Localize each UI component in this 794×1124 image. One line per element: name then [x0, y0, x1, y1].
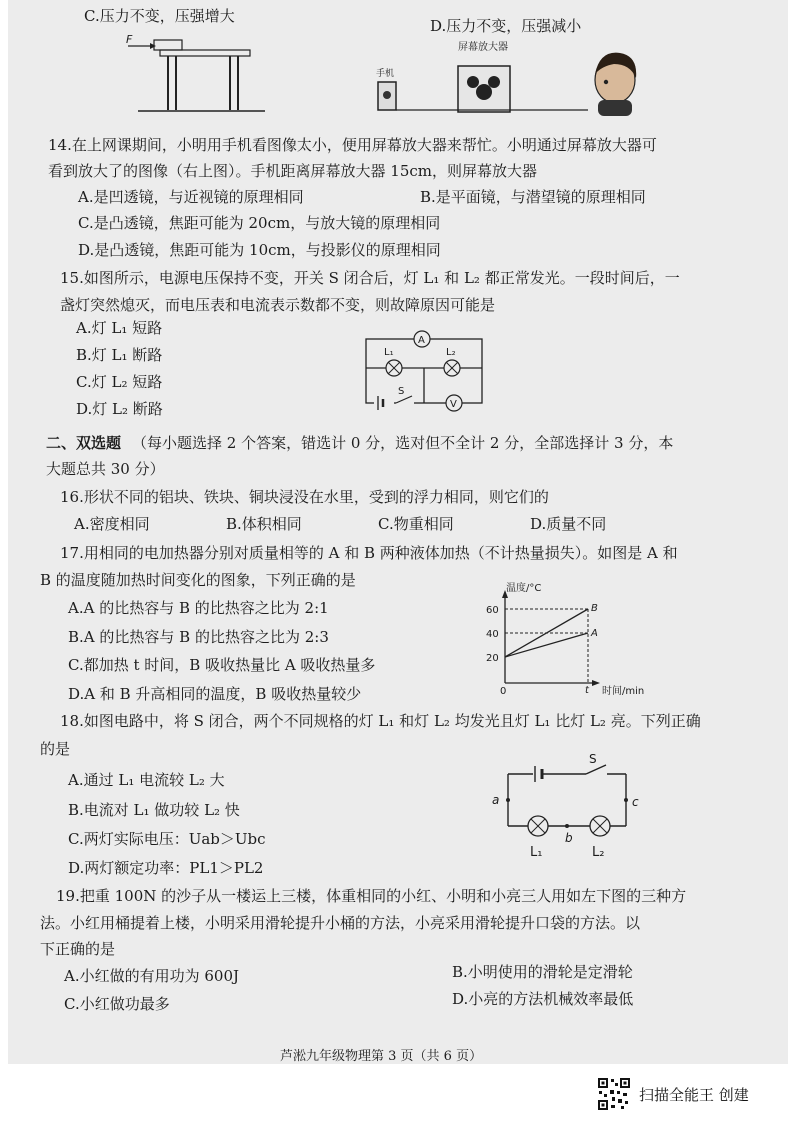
q17-option-b: B.A 的比热容与 B 的比热容之比为 2:3: [68, 628, 329, 646]
q14-option-a: A.是凹透镜，与近视镜的原理相同: [78, 188, 304, 206]
section2-desc-line1: （每小题选择 2 个答案，错选计 0 分，选对但不全计 2 分，全部选择计 3 分，本: [132, 434, 674, 452]
section2-desc-line2: 大题总共 30 分）: [46, 460, 165, 478]
q19-option-c: C.小红做功最多: [64, 995, 170, 1013]
q18-option-a: A.通过 L₁ 电流较 L₂ 大: [68, 771, 225, 789]
q14-option-b: B.是平面镜，与潜望镜的原理相同: [420, 188, 646, 206]
magnifier-figure: [368, 38, 653, 118]
lamp-l1-label: L₁: [384, 347, 394, 358]
q19-stem-line3: 下正确的是: [40, 940, 116, 958]
node-b-label: b: [565, 831, 573, 845]
circuit-diagram-q18: [488, 752, 643, 862]
ammeter-label: A: [418, 335, 425, 346]
q16-option-c: C.物重相同: [378, 515, 454, 533]
q18-option-c: C.两灯实际电压：Uab＞Ubc: [68, 830, 266, 848]
graph-t-label: t: [585, 685, 589, 696]
magnifier-label: 屏幕放大器: [458, 42, 508, 53]
q19-option-a: A.小红做的有用功为 600J: [64, 967, 240, 985]
q14-stem-line1: 14.在上网课期间，小明用手机看图像太小，便用屏幕放大器来帮忙。小明通过屏幕放大器可: [48, 136, 657, 154]
q15-stem-line1: 15.如图所示，电源电压保持不变，开关 S 闭合后，灯 L₁ 和 L₂ 都正常发光。一段时间后，一: [60, 269, 680, 287]
q16-option-b: B.体积相同: [226, 515, 302, 533]
q17-stem-line2: B 的温度随加热时间变化的图象，下列正确的是: [40, 571, 356, 589]
q15-stem-line2: 盏灯突然熄灭，而电压表和电流表示数都不变，则故障原因可能是: [60, 296, 496, 314]
table-force-figure: [120, 30, 270, 115]
camscanner-text: 扫描全能王 创建: [639, 1085, 749, 1104]
qr-code-icon: [597, 1077, 631, 1111]
section2-title: 二、双选题: [46, 434, 122, 452]
q13-option-d: D.压力不变，压强减小: [430, 17, 582, 35]
q14-stem-line2: 看到放大了的图像（右上图）。手机距离屏幕放大器 15cm，则屏幕放大器: [48, 162, 537, 180]
q15-option-b: B.灯 L₁ 断路: [76, 346, 163, 364]
graph-origin: 0: [500, 686, 507, 697]
q16-stem: 16.形状不同的铝块、铁块、铜块浸没在水里，受到的浮力相同，则它们的: [60, 488, 549, 506]
q19-option-d: D.小亮的方法机械效率最低: [452, 990, 634, 1008]
q18-option-b: B.电流对 L₁ 做功较 L₂ 快: [68, 801, 240, 819]
graph-ytick-20: 20: [486, 653, 499, 664]
temperature-time-graph: [478, 578, 663, 698]
q17-stem-line1: 17.用相同的电加热器分别对质量相等的 A 和 B 两种液体加热（不计热量损失）。如图是 A 和: [60, 544, 678, 562]
graph-xlabel: 时间/min: [602, 686, 645, 697]
page-footer: 芦淞九年级物理第 3 页（共 6 页）: [280, 1049, 483, 1064]
lamp-l2-label: L₂: [592, 845, 605, 860]
circuit-diagram-q15: [362, 328, 487, 416]
node-a-label: a: [492, 793, 500, 807]
switch-s-label: S: [589, 752, 597, 766]
q14-option-c: C.是凸透镜，焦距可能为 20cm，与放大镜的原理相同: [78, 214, 441, 232]
q19-stem-line1: 19.把重 100N 的沙子从一楼运上三楼，体重相同的小红、小明和小亮三人用如左下图的三种方: [56, 887, 687, 905]
force-label: F: [126, 33, 133, 46]
q15-option-a: A.灯 L₁ 短路: [76, 319, 163, 337]
q16-option-a: A.密度相同: [74, 515, 150, 533]
q18-option-d: D.两灯额定功率：PL1＞PL2: [68, 859, 264, 877]
q15-option-c: C.灯 L₂ 短路: [76, 373, 163, 391]
q15-option-d: D.灯 L₂ 断路: [76, 400, 163, 418]
switch-label: S: [398, 386, 405, 397]
switch-s-icon: [586, 765, 606, 774]
q16-option-d: D.质量不同: [530, 515, 607, 533]
graph-ytick-60: 60: [486, 605, 499, 616]
node-c-label: c: [632, 795, 639, 809]
q17-option-a: A.A 的比热容与 B 的比热容之比为 2:1: [68, 599, 329, 617]
graph-series-b-label: B: [591, 603, 598, 614]
q13-option-c: C.压力不变，压强增大: [84, 7, 235, 25]
q17-option-c: C.都加热 t 时间，B 吸收热量比 A 吸收热量多: [68, 656, 376, 674]
q14-option-d: D.是凸透镜，焦距可能为 10cm，与投影仪的原理相同: [78, 241, 441, 259]
graph-ylabel: 温度/°C: [506, 583, 542, 594]
q17-option-d: D.A 和 B 升高相同的温度，B 吸收热量较少: [68, 685, 362, 703]
graph-ytick-40: 40: [486, 629, 499, 640]
phone-label: 手机: [376, 69, 395, 79]
q19-stem-line2: 法。小红用桶提着上楼，小明采用滑轮提升小桶的方法，小亮采用滑轮提升口袋的方法。以: [40, 914, 641, 932]
lamp-l2-label: L₂: [446, 347, 456, 358]
q19-option-b: B.小明使用的滑轮是定滑轮: [452, 963, 633, 981]
graph-series-a-label: A: [591, 628, 598, 639]
graph-line-a: [505, 633, 588, 657]
q18-stem-line2: 的是: [40, 740, 71, 758]
camscanner-watermark: [597, 1077, 749, 1111]
q18-stem-line1: 18.如图电路中，将 S 闭合，两个不同规格的灯 L₁ 和灯 L₂ 均发光且灯 L₁ 比灯 L₂ 亮。下列正确: [60, 712, 701, 730]
voltmeter-label: V: [450, 399, 457, 410]
lamp-l1-label: L₁: [530, 845, 543, 860]
